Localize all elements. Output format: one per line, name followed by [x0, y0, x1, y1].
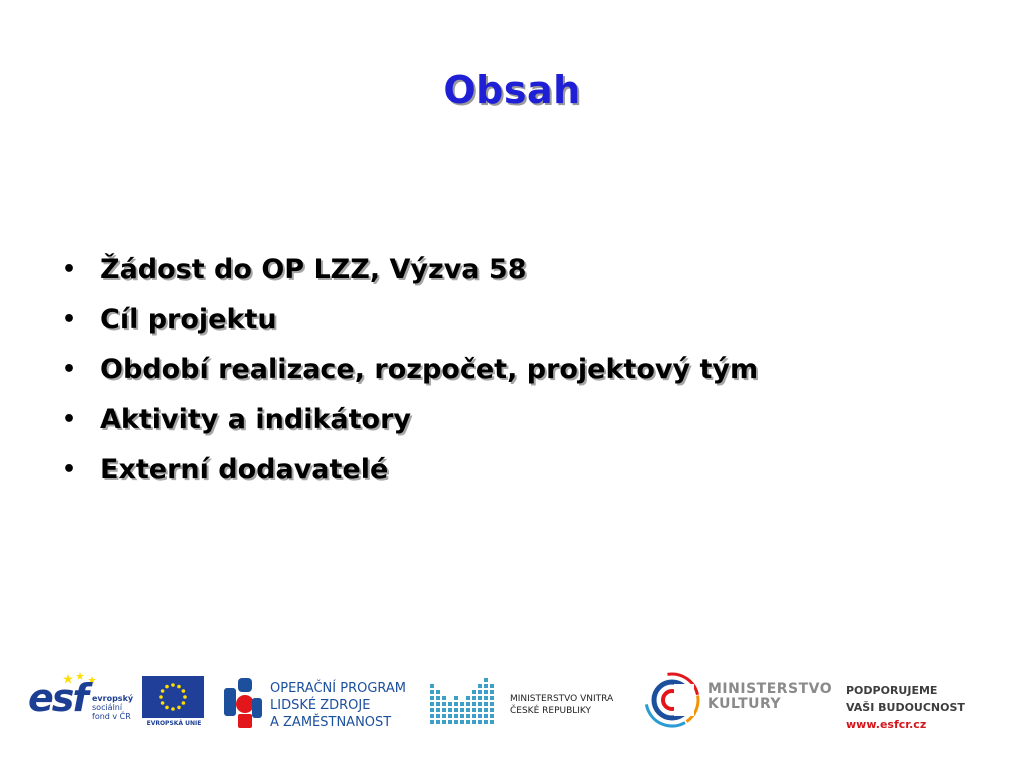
oplzz-logo	[224, 668, 424, 732]
list-item	[62, 294, 982, 344]
esf-caption-line: evropský	[92, 694, 134, 703]
ministry-interior-text	[510, 693, 613, 717]
list-item	[62, 394, 982, 444]
support-line: PODPORUJEME	[846, 684, 938, 697]
esf-logo	[28, 668, 136, 730]
bullet-text: Cíl projektu	[100, 303, 277, 335]
ministry-culture-line: KULTURY	[708, 696, 782, 712]
bullet-icon: •	[62, 456, 77, 482]
eu-caption: EVROPSKÁ UNIE	[146, 720, 202, 727]
esf-caption-line: fond v ČR	[92, 712, 131, 721]
support-url: www.esfcr.cz	[846, 718, 927, 731]
bullet-text: Žádost do OP LZZ, Výzva 58	[100, 253, 527, 285]
support-line: VAŠI BUDOUCNOST	[846, 701, 965, 714]
oplzz-text	[270, 680, 406, 731]
bullet-text: Externí dodavatelé	[100, 453, 389, 485]
bullet-icon: •	[62, 356, 77, 382]
bullet-list	[62, 244, 982, 494]
bullet-icon: •	[62, 306, 77, 332]
ministry-interior-line: MINISTERSTVO VNITRA	[510, 694, 614, 704]
support-logo	[846, 668, 1006, 732]
slide-title: Obsah	[443, 68, 581, 112]
ministry-culture-line: MINISTERSTVO	[708, 681, 833, 697]
ministry-culture-text	[708, 682, 832, 712]
list-item	[62, 344, 982, 394]
ministry-interior-logo	[428, 668, 638, 732]
esf-caption	[92, 694, 133, 721]
oplzz-line: A ZAMĚSTNANOST	[270, 715, 392, 730]
esf-caption-line: sociální	[92, 703, 123, 712]
bullet-icon: •	[62, 406, 77, 432]
ministry-culture-circle-icon	[642, 670, 702, 730]
oplzz-figure-icon	[224, 674, 264, 730]
bullet-text: Období realizace, rozpočet, projektový tým	[100, 353, 759, 385]
bullet-text: Aktivity a indikátory	[100, 403, 412, 435]
list-item	[62, 444, 982, 494]
ministry-interior-line: ČESKÉ REPUBLIKY	[510, 706, 592, 716]
list-item	[62, 244, 982, 294]
footer-logos	[0, 668, 1024, 748]
eu-logo	[142, 668, 206, 732]
bullet-icon: •	[62, 256, 77, 282]
oplzz-line: LIDSKÉ ZDROJE	[270, 698, 371, 713]
support-text	[846, 682, 965, 733]
ministry-culture-logo	[642, 668, 832, 732]
esf-wordmark: esf	[28, 676, 87, 720]
oplzz-line: OPERAČNÍ PROGRAM	[270, 681, 407, 696]
eu-flag-icon	[142, 676, 204, 718]
ministry-interior-dots-icon	[428, 674, 500, 730]
